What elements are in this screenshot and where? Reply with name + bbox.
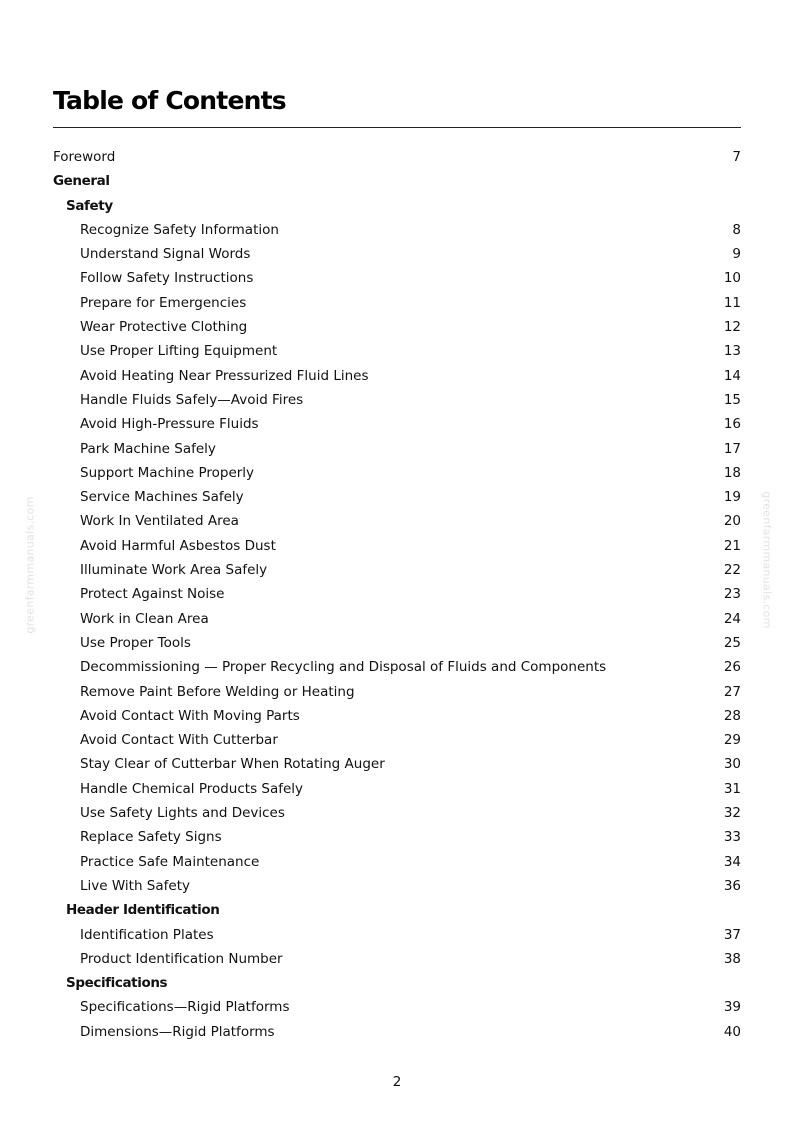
toc-page-number: 17 bbox=[723, 440, 741, 457]
toc-entry-label: Remove Paint Before Welding or Heating bbox=[80, 683, 355, 700]
toc-entry-label: Use Safety Lights and Devices bbox=[80, 805, 285, 822]
toc-page-number: 40 bbox=[723, 1023, 741, 1040]
toc-page-number: 32 bbox=[723, 805, 741, 822]
toc-page-number: 24 bbox=[723, 610, 741, 627]
toc-entry-label: Specifications bbox=[66, 975, 168, 992]
page-title: Table of Contents bbox=[53, 86, 286, 115]
toc-page-number: 38 bbox=[723, 950, 741, 967]
toc-page-number: 8 bbox=[732, 221, 741, 238]
toc-page-number: 14 bbox=[723, 367, 741, 384]
toc-entry[interactable] bbox=[53, 631, 741, 655]
toc-entry-label: Avoid Harmful Asbestos Dust bbox=[80, 537, 276, 554]
toc-entry[interactable] bbox=[53, 801, 741, 825]
toc-entry-label: Work In Ventilated Area bbox=[80, 513, 239, 530]
toc-entry[interactable] bbox=[53, 509, 741, 533]
toc-entry[interactable] bbox=[53, 607, 741, 631]
toc-entry[interactable] bbox=[53, 266, 741, 290]
toc-entry[interactable] bbox=[53, 388, 741, 412]
toc-page-number: 9 bbox=[732, 246, 741, 263]
toc-entry-label: Replace Safety Signs bbox=[80, 829, 222, 846]
toc-entry-label: Illuminate Work Area Safely bbox=[80, 562, 268, 579]
toc-entry[interactable] bbox=[53, 218, 741, 242]
toc-page-number: 34 bbox=[723, 853, 741, 870]
table-of-contents bbox=[53, 145, 741, 1044]
toc-section-heading bbox=[53, 194, 741, 218]
watermark-right: greenfarmmanuals.com bbox=[760, 491, 774, 629]
toc-section-heading bbox=[53, 898, 741, 922]
toc-entry-label: Avoid Heating Near Pressurized Fluid Lines bbox=[80, 367, 369, 384]
toc-page-number: 29 bbox=[723, 732, 741, 749]
toc-entry-label: Service Machines Safely bbox=[80, 489, 244, 506]
toc-page-number: 39 bbox=[723, 999, 741, 1016]
toc-entry-label: Specifications—Rigid Platforms bbox=[80, 999, 290, 1016]
toc-entry-label: Use Proper Tools bbox=[80, 634, 191, 651]
toc-entry-label: Safety bbox=[66, 197, 113, 214]
toc-entry-label: Decommissioning — Proper Recycling and Disposal of Fluids and Components bbox=[80, 659, 607, 676]
toc-entry-label: Understand Signal Words bbox=[80, 246, 251, 263]
toc-entry[interactable] bbox=[53, 291, 741, 315]
toc-page-number: 12 bbox=[723, 319, 741, 336]
toc-page-number: 19 bbox=[723, 489, 741, 506]
toc-entry-label: Stay Clear of Cutterbar When Rotating Auger bbox=[80, 756, 385, 773]
toc-entry-label: Use Proper Lifting Equipment bbox=[80, 343, 278, 360]
toc-entry[interactable] bbox=[53, 1020, 741, 1044]
toc-entry[interactable] bbox=[53, 655, 741, 679]
toc-entry[interactable] bbox=[53, 582, 741, 606]
toc-entry[interactable] bbox=[53, 485, 741, 509]
toc-page-number: 11 bbox=[723, 294, 741, 311]
toc-entry[interactable] bbox=[53, 874, 741, 898]
toc-entry[interactable] bbox=[53, 752, 741, 776]
toc-entry[interactable] bbox=[53, 704, 741, 728]
toc-page-number: 33 bbox=[723, 829, 741, 846]
toc-entry-label: Avoid Contact With Cutterbar bbox=[80, 732, 278, 749]
toc-page-number: 28 bbox=[723, 707, 741, 724]
toc-entry[interactable] bbox=[53, 461, 741, 485]
toc-entry-label: Dimensions—Rigid Platforms bbox=[80, 1023, 275, 1040]
toc-page-number: 26 bbox=[723, 659, 741, 676]
toc-page-number: 21 bbox=[723, 537, 741, 554]
toc-entry-label: Support Machine Properly bbox=[80, 464, 255, 481]
toc-page-number: 10 bbox=[723, 270, 741, 287]
toc-page-number: 13 bbox=[723, 343, 741, 360]
toc-page-number: 36 bbox=[723, 877, 741, 894]
toc-entry[interactable] bbox=[53, 995, 741, 1019]
toc-entry[interactable] bbox=[53, 825, 741, 849]
toc-entry-label: Follow Safety Instructions bbox=[80, 270, 254, 287]
toc-entry[interactable] bbox=[53, 777, 741, 801]
toc-entry-label: Header Identification bbox=[66, 902, 220, 919]
toc-entry-label: Avoid Contact With Moving Parts bbox=[80, 707, 300, 724]
toc-page-number: 15 bbox=[723, 391, 741, 408]
toc-page-number: 16 bbox=[723, 416, 741, 433]
toc-entry-label: Avoid High-Pressure Fluids bbox=[80, 416, 259, 433]
toc-entry[interactable] bbox=[53, 680, 741, 704]
toc-entry[interactable] bbox=[53, 923, 741, 947]
toc-entry-label: Prepare for Emergencies bbox=[80, 294, 247, 311]
toc-entry-label: Wear Protective Clothing bbox=[80, 319, 248, 336]
toc-page-number: 27 bbox=[723, 683, 741, 700]
toc-entry[interactable] bbox=[53, 364, 741, 388]
toc-page-number: 37 bbox=[723, 926, 741, 943]
toc-page-number: 7 bbox=[732, 149, 741, 165]
toc-entry[interactable] bbox=[53, 850, 741, 874]
toc-entry-label: Work in Clean Area bbox=[80, 610, 209, 627]
toc-entry[interactable] bbox=[53, 728, 741, 752]
page-number-footer: 2 bbox=[392, 1074, 402, 1090]
toc-entry[interactable] bbox=[53, 558, 741, 582]
toc-entry[interactable] bbox=[53, 534, 741, 558]
toc-entry[interactable] bbox=[53, 242, 741, 266]
toc-entry-label: Practice Safe Maintenance bbox=[80, 853, 260, 870]
toc-entry-label: Identification Plates bbox=[80, 926, 214, 943]
toc-entry-label: Handle Chemical Products Safely bbox=[80, 780, 304, 797]
toc-page-number: 20 bbox=[723, 513, 741, 530]
toc-entry-label: Protect Against Noise bbox=[80, 586, 225, 603]
toc-entry[interactable] bbox=[53, 315, 741, 339]
toc-entry-label: Handle Fluids Safely—Avoid Fires bbox=[80, 391, 304, 408]
toc-page-number: 30 bbox=[723, 756, 741, 773]
title-divider bbox=[53, 127, 741, 128]
toc-entry-label: Park Machine Safely bbox=[80, 440, 216, 457]
toc-entry-label: Recognize Safety Information bbox=[80, 221, 279, 238]
toc-entry-label: Product Identification Number bbox=[80, 950, 283, 967]
toc-page-number: 22 bbox=[723, 562, 741, 579]
toc-page-number: 23 bbox=[723, 586, 741, 603]
toc-entry[interactable] bbox=[53, 437, 741, 461]
toc-entry[interactable] bbox=[53, 339, 741, 363]
toc-section-heading bbox=[53, 169, 741, 193]
toc-entry[interactable] bbox=[53, 145, 741, 169]
toc-entry[interactable] bbox=[53, 947, 741, 971]
toc-entry[interactable] bbox=[53, 412, 741, 436]
toc-entry-label: General bbox=[53, 173, 110, 190]
toc-page-number: 18 bbox=[723, 464, 741, 481]
toc-page-number: 25 bbox=[723, 634, 741, 651]
toc-entry-label: Live With Safety bbox=[80, 877, 190, 894]
watermark-left: greenfarmmanuals.com bbox=[23, 496, 37, 634]
toc-entry-label: Foreword bbox=[53, 149, 116, 165]
toc-page-number: 31 bbox=[723, 780, 741, 797]
toc-section-heading bbox=[53, 971, 741, 995]
